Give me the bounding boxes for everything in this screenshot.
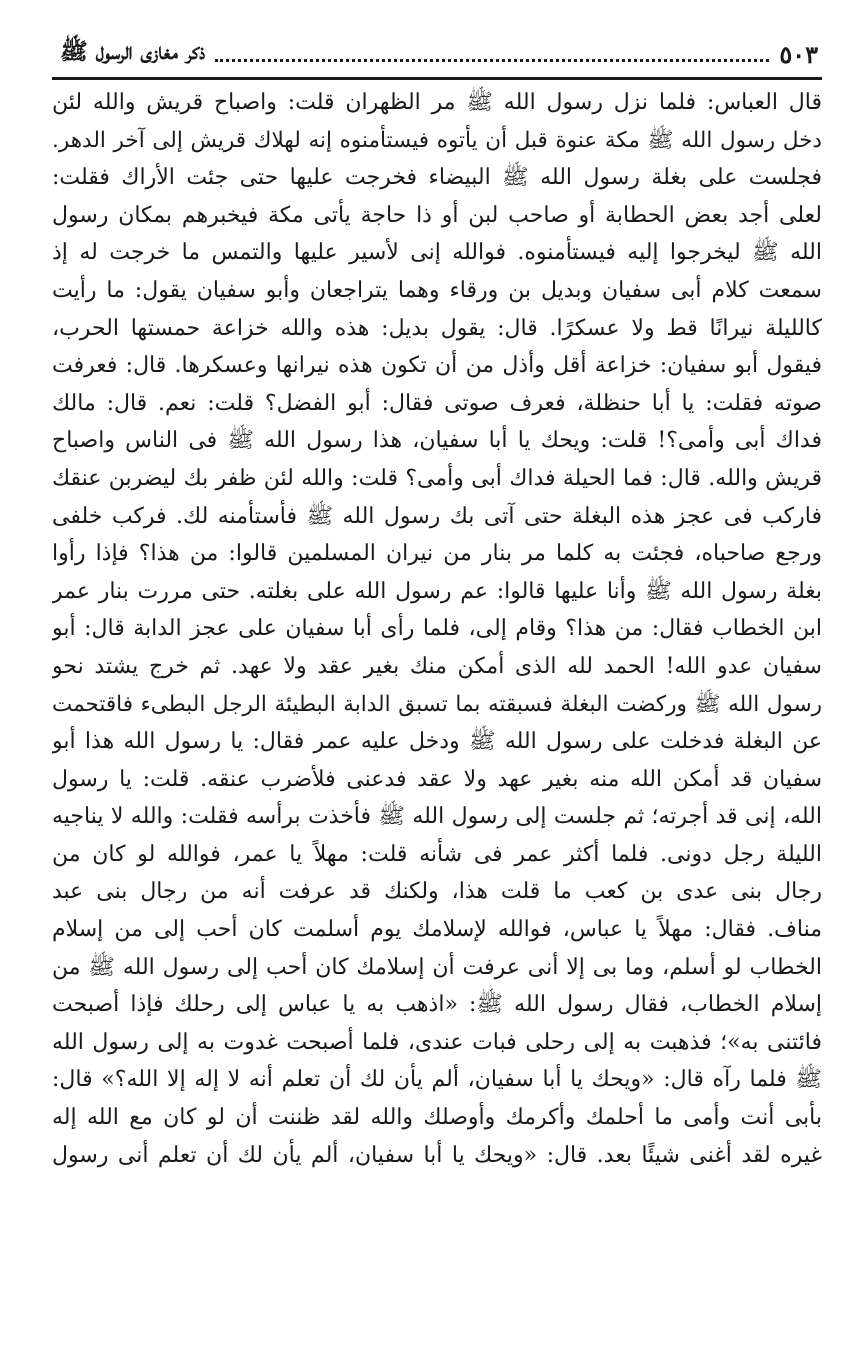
page-number: ٥٠٣ — [779, 39, 818, 69]
text-line: فجلست على بغلة رسول الله ﷺ البيضاء فخرجت عليها حتى جئت الأراك فقلت: — [52, 165, 822, 191]
text-line: رجال بنى عدى بن كعب ما قلت هذا، ولكنك قد عرفت أنه من رجال بنى عبد — [52, 879, 822, 905]
text-line: الله ﷺ ليخرجوا إليه فيستأمنوه. فوالله إنى لأسير عليها والتمس ما خرجت له إذ — [52, 240, 822, 266]
text-line: قال العباس: فلما نزل رسول الله ﷺ مر الظهران قلت: واصباح قريش والله لئن — [52, 90, 822, 115]
running-header — [60, 34, 818, 74]
text-line: إسلام الخطاب، فقال رسول الله ﷺ: «اذهب به يا عباس إلى رحلك فإذا أصبحت — [52, 992, 822, 1018]
text-line: لعلى أجد بعض الحطابة أو صاحب لبن أو ذا حاجة يأتى مكة فيخبرهم بمكان رسول — [52, 202, 822, 228]
text-line: فيقول أبو سفيان: خزاعة أقل وأذل من أن تكون هذه نيرانها وعسكرها. قال: فعرفت — [52, 353, 822, 379]
header-rule — [52, 77, 822, 80]
text-line: مناف. فقال: مهلاً يا عباس، فوالله لإسلامك يوم أسلمت كان أحب إلى من إسلام — [52, 917, 822, 943]
text-line: الليلة رجل دونى. فلما أكثر عمر فى شأنه قلت: مهلاً يا عمر، فوالله لو كان من — [52, 841, 822, 867]
running-title: ذكر مغازى الرسول ﷺ — [60, 38, 206, 65]
text-line: عن البغلة فدخلت على رسول الله ﷺ ودخل عليه عمر فقال: يا رسول الله هذا أبو — [52, 729, 822, 755]
text-line: سفيان عدو الله! الحمد لله الذى أمكن منك بغير عقد ولا عهد. ثم خرج يشتد نحو — [52, 653, 822, 679]
text-line: ورجع صاحباه، فجئت به كلما مر بنار من نيران المسلمين قالوا: من هذا؟ فإذا رأوا — [52, 541, 822, 567]
text-line: غيره لقد أغنى شيئًا بعد. قال: «ويحك يا أبا سفيان، ألم يأن لك أن تعلم أنى رسول — [52, 1142, 822, 1168]
text-line: فائتنى به»؛ فذهبت به إلى رحلى فبات عندى، فلما أصبحت غدوت به إلى رسول الله — [52, 1029, 822, 1055]
text-line: الله، إنى قد أجرته؛ ثم جلست إلى رسول الله ﷺ فأخذت برأسه فقلت: والله لا يناجيه — [52, 804, 822, 830]
text-line: رسول الله ﷺ وركضت البغلة فسبقته بما تسبق الدابة البطيئة الرجل البطىء فاقتحمت — [52, 691, 822, 717]
body-text — [52, 84, 822, 1174]
text-line: فاركب فى عجز هذه البغلة حتى آتى بك رسول الله ﷺ فأستأمنه لك. فركب خلفى — [52, 503, 822, 529]
text-line: كالليلة نيرانًا قط ولا عسكرًا. قال: يقول بديل: هذه والله خزاعة حمستها الحرب، — [52, 315, 822, 341]
text-line: بغلة رسول الله ﷺ وأنا عليها قالوا: عم رسول الله على بغلته. حتى مررت بنار عمر — [52, 578, 822, 604]
text-line: دخل رسول الله ﷺ مكة عنوة قبل أن يأتوه فيستأمنوه إنه لهلاك قريش إلى آخر الدهر. — [52, 127, 822, 153]
text-line: سفيان قد أمكن الله منه بغير عهد ولا عقد فدعنى فلأضرب عنقه. قلت: يا رسول — [52, 766, 822, 792]
text-line: قريش والله. قال: فما الحيلة فداك أبى وأمى؟ قلت: والله لئن ظفر بك ليضربن عنقك — [52, 465, 822, 491]
dot-leader — [215, 47, 769, 62]
text-line: بأبى أنت وأمى ما أحلمك وأكرمك وأوصلك والله لقد ظننت أن لو كان مع الله إله — [52, 1105, 822, 1131]
text-line: فداك أبى وأمى؟! قلت: ويحك يا أبا سفيان، هذا رسول الله ﷺ فى الناس واصباح — [52, 428, 822, 454]
text-line: الخطاب لو أسلم، وما بى إلا أنى عرفت أن إسلامك كان أحب إلى رسول الله ﷺ من — [52, 954, 822, 980]
text-line: صوته فقلت: يا أبا حنظلة، فعرف صوتى فقال: أبو الفضل؟ قلت: نعم. قال: مالك — [52, 390, 822, 416]
text-line: سمعت كلام أبى سفيان وبديل بن ورقاء وهما يتراجعان وأبو سفيان يقول: ما رأيت — [52, 277, 822, 303]
text-line: ابن الخطاب فقال: من هذا؟ وقام إلى، فلما رأى أبا سفيان على عجز الدابة قال: أبو — [52, 616, 822, 642]
text-line: ﷺ فلما رآه قال: «ويحك يا أبا سفيان، ألم يأن لك أن تعلم أنه لا إله إلا الله؟» قال: — [52, 1067, 822, 1093]
